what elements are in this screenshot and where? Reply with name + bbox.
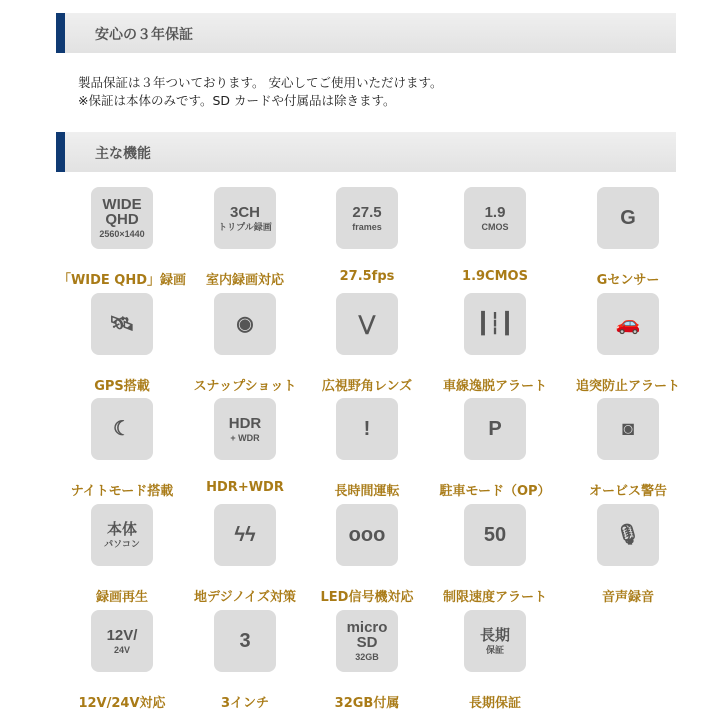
- icon-glyph: 1.9: [484, 203, 506, 221]
- icon-glyph: ◙: [621, 418, 635, 440]
- warranty-icon: [464, 610, 526, 672]
- icon-glyph: G: [620, 207, 636, 229]
- icon-glyph: 12V/: [106, 626, 138, 644]
- hdr-wdr-icon: [214, 398, 276, 460]
- feature-item: [57, 610, 187, 711]
- icon-glyph: P: [488, 418, 502, 440]
- wide-angle-icon: [336, 293, 398, 355]
- parking-icon: [464, 398, 526, 460]
- feature-item: [180, 504, 310, 605]
- icon-glyph: ◉: [236, 313, 254, 335]
- warranty-text: [78, 74, 442, 110]
- icon-subtext: 保証: [485, 644, 504, 655]
- icon-glyph: 長期: [479, 626, 510, 644]
- feature-item: [302, 293, 432, 394]
- feature-label: 録画再生: [95, 590, 148, 605]
- feature-item: [57, 187, 187, 288]
- icon-glyph: 27.5: [352, 203, 382, 221]
- moon-icon: [91, 398, 153, 460]
- section-title: 安心の３年保証: [95, 27, 193, 43]
- feature-item: [57, 504, 187, 605]
- icon-subtext: 24V: [113, 644, 130, 655]
- section-title: 主な機能: [95, 146, 151, 162]
- feature-label: ナイトモード搭載: [70, 484, 174, 499]
- feature-label: 32GB付属: [334, 696, 400, 711]
- feature-label: 3インチ: [220, 696, 270, 711]
- icon-subtext: パソコン: [104, 538, 140, 549]
- icon-subtext: frames: [352, 221, 382, 232]
- satellite-icon: [91, 293, 153, 355]
- icon-glyph: WIDE QHD: [102, 196, 142, 228]
- icon-glyph: ☾: [113, 418, 131, 440]
- icon-glyph: !: [363, 418, 371, 440]
- icon-glyph: HDR: [228, 414, 262, 432]
- voltage-icon: [91, 610, 153, 672]
- lane-icon: [464, 293, 526, 355]
- feature-label: オービス警告: [588, 484, 667, 499]
- snapshot-icon: [214, 293, 276, 355]
- icon-glyph: 3: [239, 630, 251, 652]
- icon-glyph: 50: [483, 524, 507, 546]
- feature-label: 広視野角レンズ: [321, 379, 413, 394]
- feature-item: [302, 398, 432, 499]
- cmos-icon: [464, 187, 526, 249]
- icon-subtext: 2560×1440: [99, 229, 145, 239]
- feature-item: [180, 398, 310, 495]
- feature-item: [302, 504, 432, 605]
- feature-label: 1.9CMOS: [462, 269, 528, 284]
- feature-item: [180, 610, 310, 711]
- icon-subtext: CMOS: [481, 221, 509, 232]
- feature-label: HDR+WDR: [206, 480, 284, 495]
- icon-glyph: ooo: [348, 524, 386, 546]
- icon-glyph: 🛰: [109, 313, 135, 335]
- feature-label: 室内録画対応: [205, 273, 284, 288]
- icon-subtext: 32GB: [355, 652, 379, 662]
- feature-item: [430, 610, 560, 711]
- feature-item: [563, 398, 693, 499]
- feature-item: [180, 293, 310, 394]
- feature-label: 長期保証: [468, 696, 521, 711]
- g-sensor-chip-icon: [597, 187, 659, 249]
- icon-glyph: ϟϟ: [234, 524, 256, 546]
- frames-icon: [336, 187, 398, 249]
- feature-label: 12V/24V対応: [78, 696, 166, 711]
- 3ch-icon: [214, 187, 276, 249]
- feature-item: [302, 610, 432, 711]
- feature-label: スナップショット: [193, 379, 297, 394]
- feature-item: [430, 187, 560, 284]
- feature-label: 地デジノイズ対策: [194, 590, 296, 605]
- feature-item: [430, 398, 560, 499]
- feature-label: GPS搭載: [94, 379, 150, 394]
- feature-item: [430, 293, 560, 394]
- icon-glyph: 🚗: [615, 313, 641, 335]
- feature-item: [57, 293, 187, 394]
- icon-glyph: 3CH: [229, 203, 260, 221]
- traffic-light-icon: [336, 504, 398, 566]
- playback-icon: [91, 504, 153, 566]
- section-header-features: [56, 132, 676, 172]
- microsd-icon: [336, 610, 398, 672]
- feature-item: [57, 398, 187, 499]
- icon-glyph: 本体: [106, 520, 137, 538]
- monitor-qhd-icon: [91, 187, 153, 249]
- section-header-warranty: [56, 13, 676, 53]
- feature-item: [563, 293, 693, 394]
- feature-label: 「WIDE QHD」録画: [57, 273, 187, 288]
- feature-label: 追突防止アラート: [575, 379, 680, 394]
- icon-subtext: + WDR: [230, 432, 260, 443]
- feature-label: 長時間運転: [334, 484, 400, 499]
- feature-label: 制限速度アラート: [442, 590, 547, 605]
- icon-glyph: ┃┆┃: [476, 313, 514, 335]
- icon-glyph: ⋁: [358, 313, 376, 335]
- feature-label: Gセンサー: [596, 273, 660, 288]
- feature-item: [180, 187, 310, 288]
- speed-camera-icon: [597, 398, 659, 460]
- feature-item: [563, 504, 693, 605]
- warranty-note: ※保証は本体のみです。SD カードや付属品は除きます。: [78, 93, 396, 108]
- feature-label: 27.5fps: [339, 269, 395, 284]
- icon-glyph: micro SD: [346, 619, 388, 651]
- feature-item: [302, 187, 432, 284]
- feature-label: 音声録音: [601, 590, 654, 605]
- car-front-icon: [597, 293, 659, 355]
- feature-item: [430, 504, 560, 605]
- feature-label: 駐車モード（OP）: [439, 484, 551, 499]
- feature-label: 車線逸脱アラート: [442, 379, 547, 394]
- 3inch-icon: [214, 610, 276, 672]
- icon-subtext: トリプル録画: [218, 221, 272, 232]
- icon-glyph: 🎙: [615, 524, 641, 546]
- feature-item: [563, 187, 693, 288]
- microphone-icon: [597, 504, 659, 566]
- feature-label: LED信号機対応: [320, 590, 414, 605]
- warranty-line: 製品保証は３年ついております。 安心してご使用いただけます。: [78, 75, 443, 90]
- exclamation-icon: [336, 398, 398, 460]
- speed-limit-icon: [464, 504, 526, 566]
- noise-icon: [214, 504, 276, 566]
